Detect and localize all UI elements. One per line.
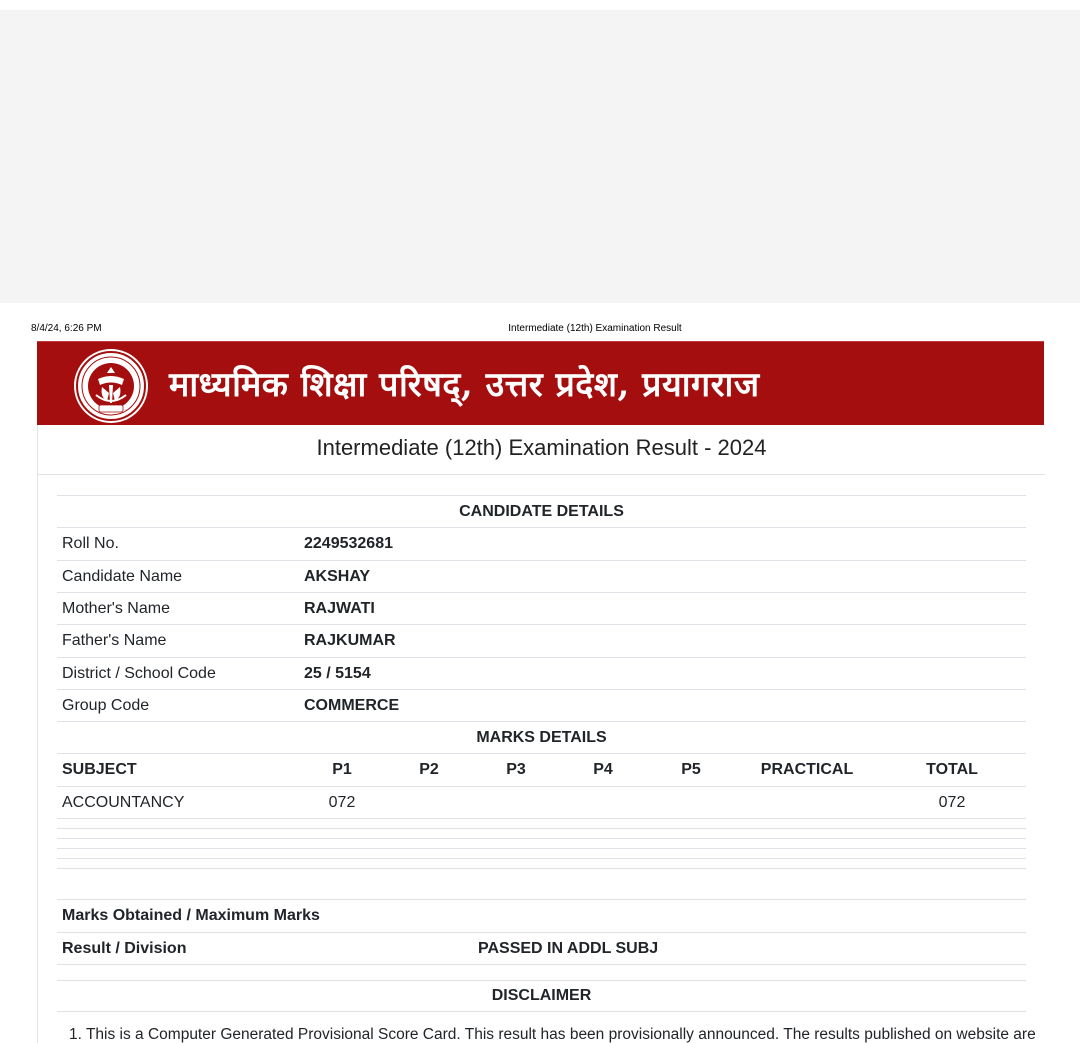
column-header: PRACTICAL — [760, 761, 854, 778]
row-value: RAJKUMAR — [304, 632, 396, 649]
column-header: SUBJECT — [62, 761, 137, 778]
marks-obtained-label: Marks Obtained / Maximum Marks — [62, 907, 320, 924]
table-row — [57, 527, 1026, 560]
column-header: P5 — [681, 761, 701, 778]
table-row — [57, 624, 1026, 657]
up-emblem-logo — [74, 349, 148, 423]
row-label: Group Code — [62, 696, 150, 714]
row-value: AKSHAY — [304, 567, 371, 585]
print-document-title: Intermediate (12th) Examination Result — [508, 323, 682, 334]
empty-row — [57, 838, 1026, 848]
print-header — [0, 323, 1080, 337]
disclaimer-header — [57, 980, 1026, 1012]
row-value: 2249532681 — [304, 535, 393, 552]
row-label: Candidate Name — [62, 567, 183, 585]
row-label: Roll No. — [62, 535, 119, 552]
subject-name: ACCOUNTANCY — [62, 793, 185, 811]
column-header: P1 — [332, 761, 352, 778]
spacer-row — [57, 964, 1026, 980]
total-marks: 072 — [938, 793, 966, 811]
empty-row — [57, 858, 1026, 868]
row-value: RAJWATI — [304, 599, 375, 617]
p5-marks — [661, 787, 721, 818]
print-datetime: 8/4/24, 6:26 PM — [31, 323, 102, 334]
result-division-value: PASSED IN ADDL SUBJ — [478, 939, 659, 957]
marks-column-headers — [57, 753, 1026, 786]
empty-row — [57, 868, 1026, 899]
row-label: Father's Name — [62, 632, 167, 649]
empty-row — [57, 848, 1026, 858]
result-division-row — [57, 932, 1026, 964]
blank-top-area — [0, 10, 1080, 303]
p2-marks — [399, 787, 459, 818]
p4-marks — [573, 787, 633, 818]
p3-marks — [486, 787, 546, 818]
table-row — [57, 689, 1026, 721]
section-title: MARKS DETAILS — [476, 728, 607, 746]
empty-row — [57, 828, 1026, 838]
table-row — [57, 657, 1026, 689]
row-value: 25 / 5154 — [304, 664, 371, 682]
row-value: COMMERCE — [304, 696, 400, 714]
candidate-details-header — [57, 495, 1026, 527]
column-header: P2 — [419, 761, 439, 778]
board-banner — [37, 341, 1044, 425]
row-label: Mother's Name — [62, 599, 170, 617]
marks-obtained-row — [57, 899, 1026, 932]
board-name-hindi: माध्यमिक शिक्षा परिषद्, उत्तर प्रदेश, प्रयागराज — [169, 365, 760, 405]
empty-row — [57, 818, 1026, 828]
marks-row — [57, 786, 1026, 818]
table-row — [57, 560, 1026, 592]
result-division-label: Result / Division — [62, 939, 187, 957]
marks-details-header — [57, 721, 1026, 753]
row-label: District / School Code — [62, 664, 216, 682]
column-header: TOTAL — [926, 761, 978, 778]
disclaimer-title: DISCLAIMER — [491, 987, 592, 1004]
column-header: P4 — [593, 761, 613, 778]
column-header: P3 — [506, 761, 526, 778]
section-title: CANDIDATE DETAILS — [459, 502, 624, 520]
p1-marks: 072 — [328, 793, 356, 811]
result-panel — [37, 425, 1044, 1043]
practical-marks — [747, 787, 867, 818]
disclaimer-text: 1. This is a Computer Generated Provisional Score Card. This result has been provisionally announced. The results published on website are — [69, 1026, 1036, 1043]
page-title: Intermediate (12th) Examination Result - 2024 — [38, 425, 1045, 475]
table-row — [57, 592, 1026, 624]
